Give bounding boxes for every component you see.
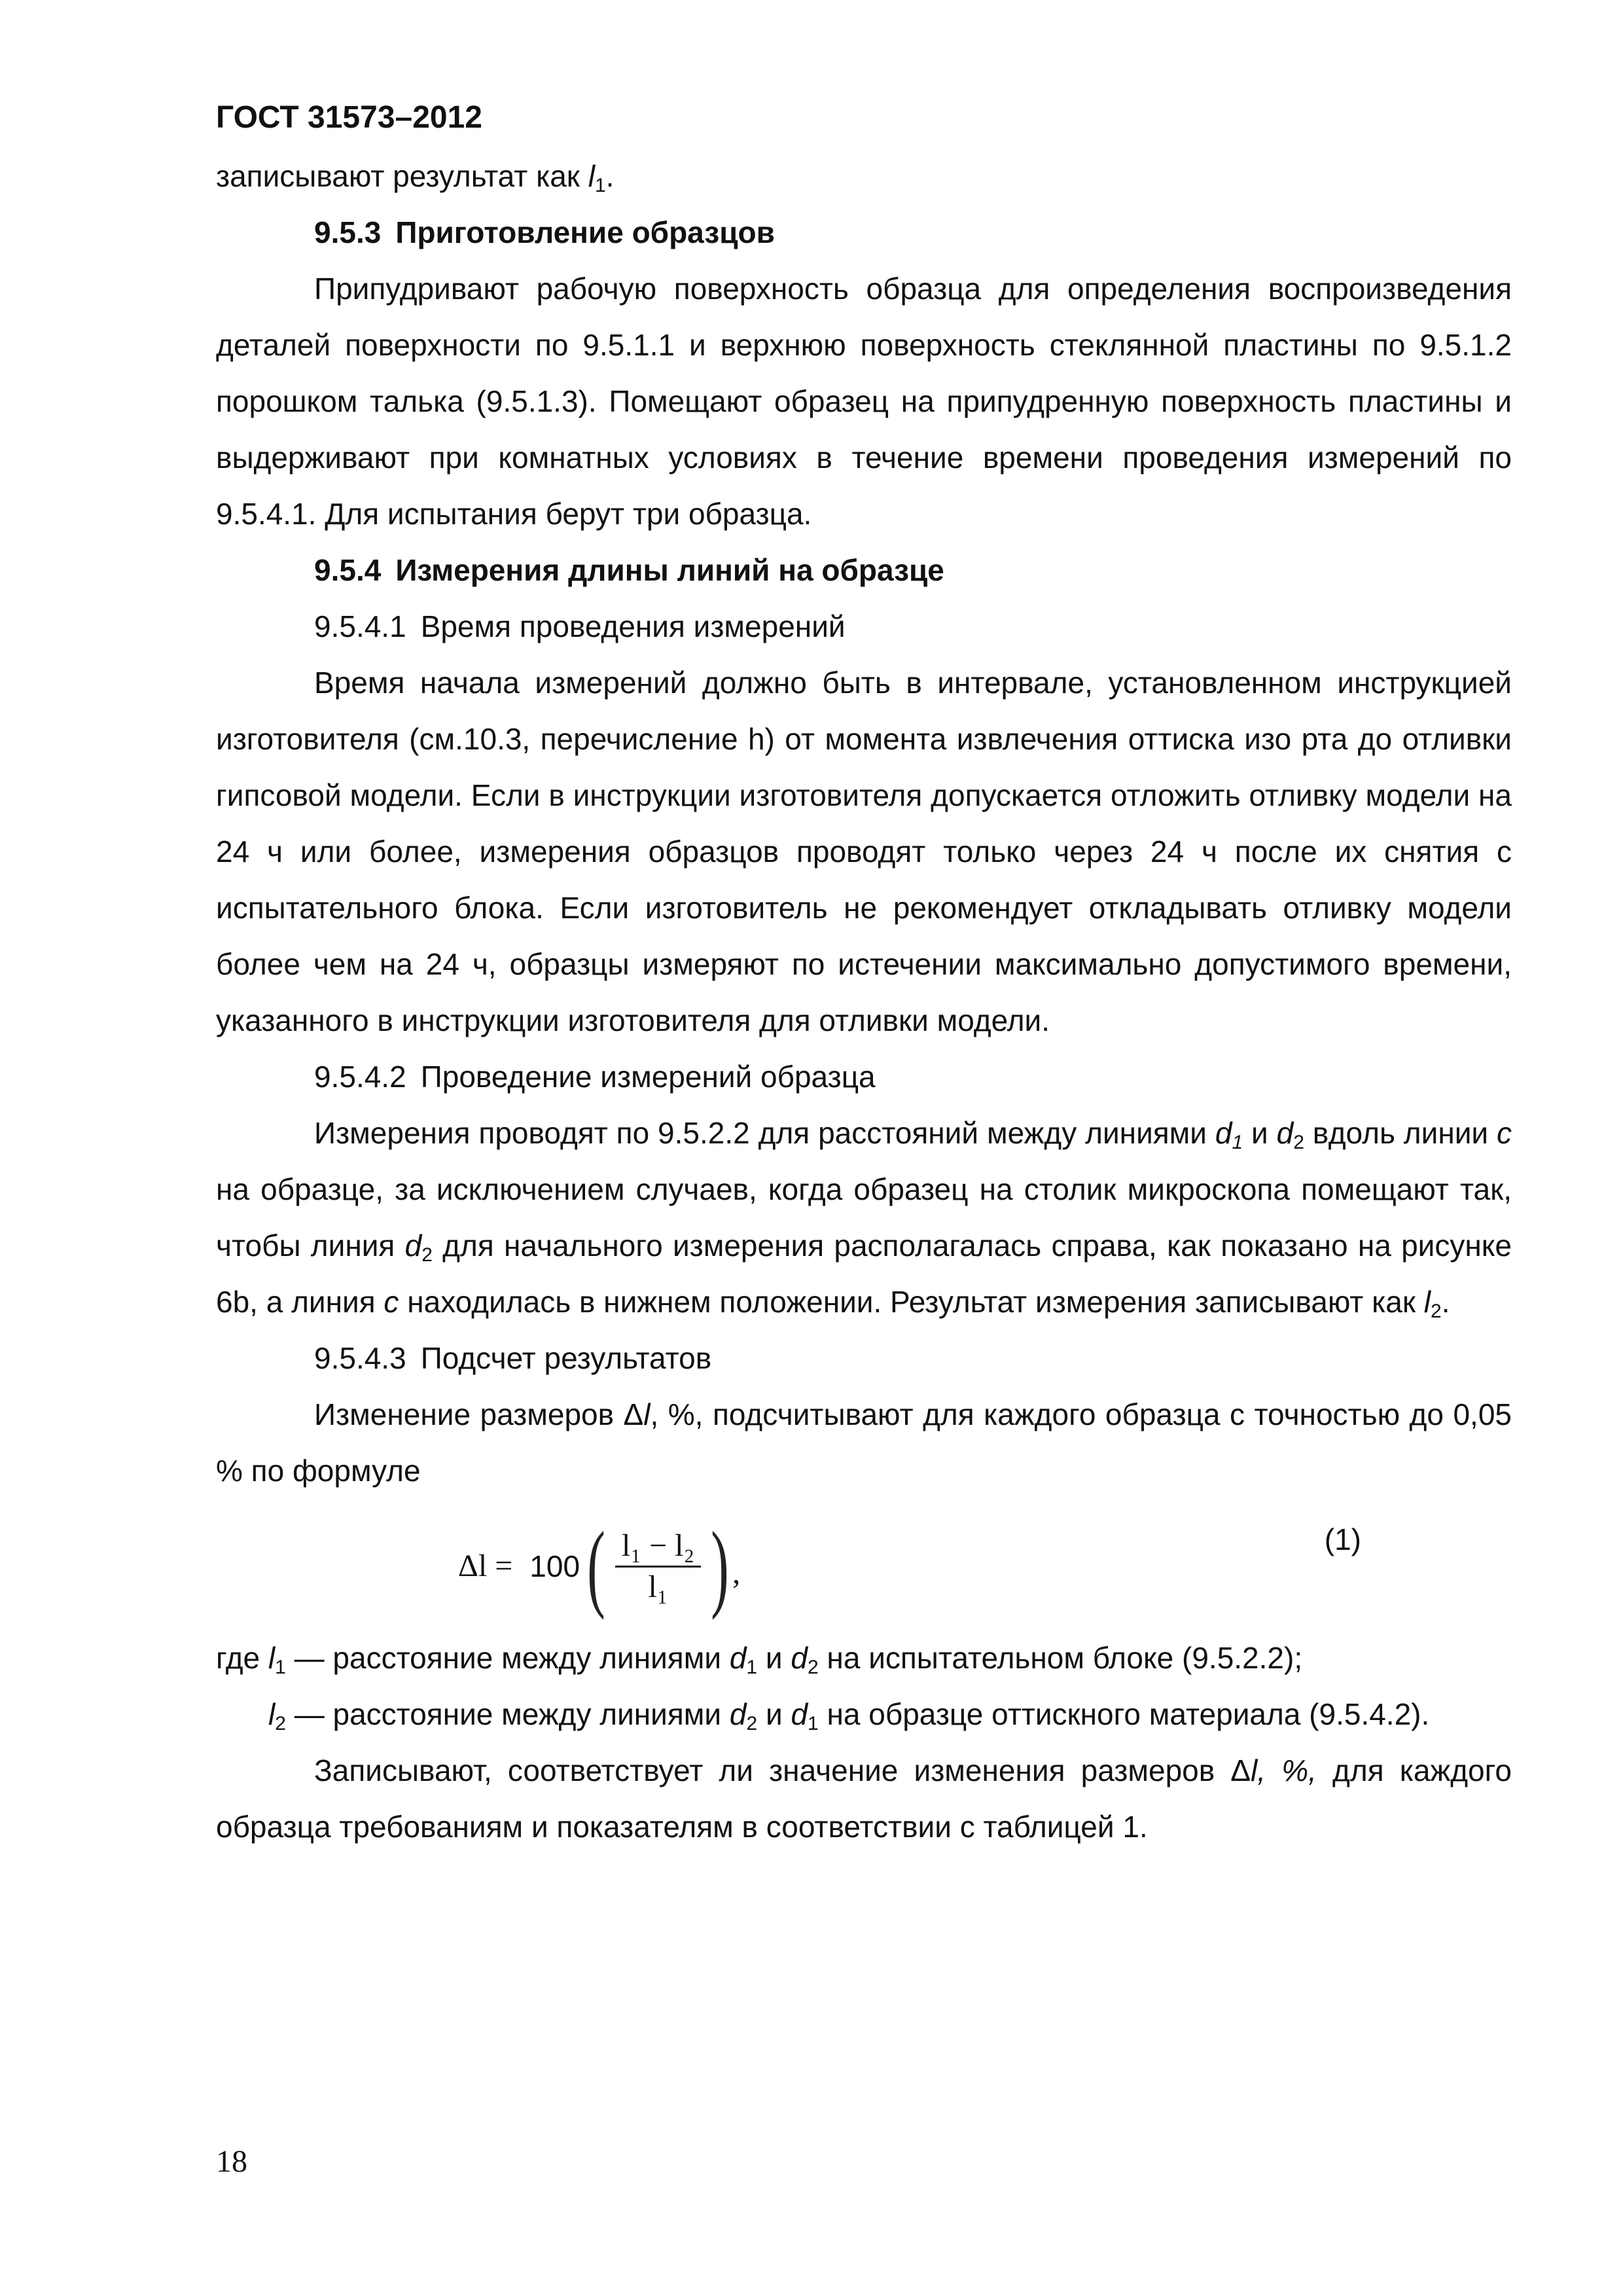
paragraph-calculation: Изменение размеров Δl, %, подсчитывают для каждого образца с точностью до 0,05 % по формуле	[216, 1397, 1512, 1488]
paragraph-record-l1: записывают результат как $l_1$.	[216, 159, 615, 196]
section-heading-9-5-4-3: 9.5.4.3 Подсчет результатов	[314, 1341, 712, 1375]
paragraph-measurement-procedure: Измерения проводят по 9.5.2.2 для расстояний между линиями $d_1$ и $d_2$ вдоль линии c на образце, за исключением случаев, когда образец на столик микроскопа помещают так, чтобы линия $d_2$ для начального измерения располагалась справа, как показано на рисунке 6b, а линия c находилась в нижнем положении. Результат измерения записывают как $l_2$.	[216, 1116, 1512, 1322]
fraction-denominator: l₁	[648, 1569, 668, 1604]
paragraph-measurement-time: Время начала измерений должно быть в интервале, установленном инструкцией изготовителя (см.10.3, перечисление h) от момента извлечения оттиска изо рта до отливки гипсовой модели. Если в инструкции изготовителя допускается отложить отливку модели на 24 ч или более, измерения образцов проводят только через 24 ч после их снятия с испытательного блока. Если изготовитель не рекомендует откладывать отливку модели более чем на 24 ч, образцы измеряют по истечении максимально допустимого времени, указанного в инструкции изготовителя для отливки модели.	[216, 666, 1512, 1037]
section-heading-9-5-3: 9.5.3 Приготовление образцов	[314, 215, 775, 249]
formula-lhs: Δl =	[458, 1549, 513, 1583]
document-page	[216, 92, 1512, 1855]
paragraph-sample-preparation: Припудривают рабочую поверхность образца для определения воспроизведения деталей поверхности по 9.5.1.1 и верхнюю поверхность стеклянной пластины по 9.5.1.2 порошком талька (9.5.1.3). Помещают образец на припудренную поверхность пластины и выдерживают при комнатных условиях в течение времени проведения измерений по 9.5.4.1. Для испытания берут три образца.	[216, 272, 1512, 531]
page-number: 18	[216, 2144, 247, 2179]
formula-fraction	[615, 1530, 701, 1603]
formula-comma: ,	[732, 1556, 741, 1590]
where-l1: где $l_1$ — расстояние между линиями $d_1$ и $d_2$ на испытательном блоке (9.5.2.2);	[216, 1641, 1303, 1678]
section-heading-9-5-4: 9.5.4 Измерения длины линий на образце	[314, 553, 944, 587]
fraction-numerator: l₁ − l₂	[615, 1530, 701, 1568]
paragraph-record-compliance: Записывают, соответствует ли значение изменения размеров Δl, %, для каждого образца требованиям и показателям в соответствии с таблицей 1.	[216, 1753, 1512, 1844]
left-paren: (	[587, 1512, 605, 1621]
formula-expression	[458, 1512, 741, 1621]
right-paren: )	[711, 1512, 729, 1621]
formula-1	[216, 1499, 1512, 1630]
document-header: ГОСТ 31573–2012	[216, 100, 482, 135]
where-l2: $l_2$ — расстояние между линиями $d_2$ и $d_1$ на образце оттискного материала (9.5.4.2).	[268, 1697, 1430, 1734]
equation-number: (1)	[1324, 1522, 1361, 1556]
section-heading-9-5-4-1: 9.5.4.1 Время проведения измерений	[314, 609, 846, 643]
section-heading-9-5-4-2: 9.5.4.2 Проведение измерений образца	[314, 1060, 876, 1094]
formula-coefficient: 100	[529, 1549, 580, 1583]
